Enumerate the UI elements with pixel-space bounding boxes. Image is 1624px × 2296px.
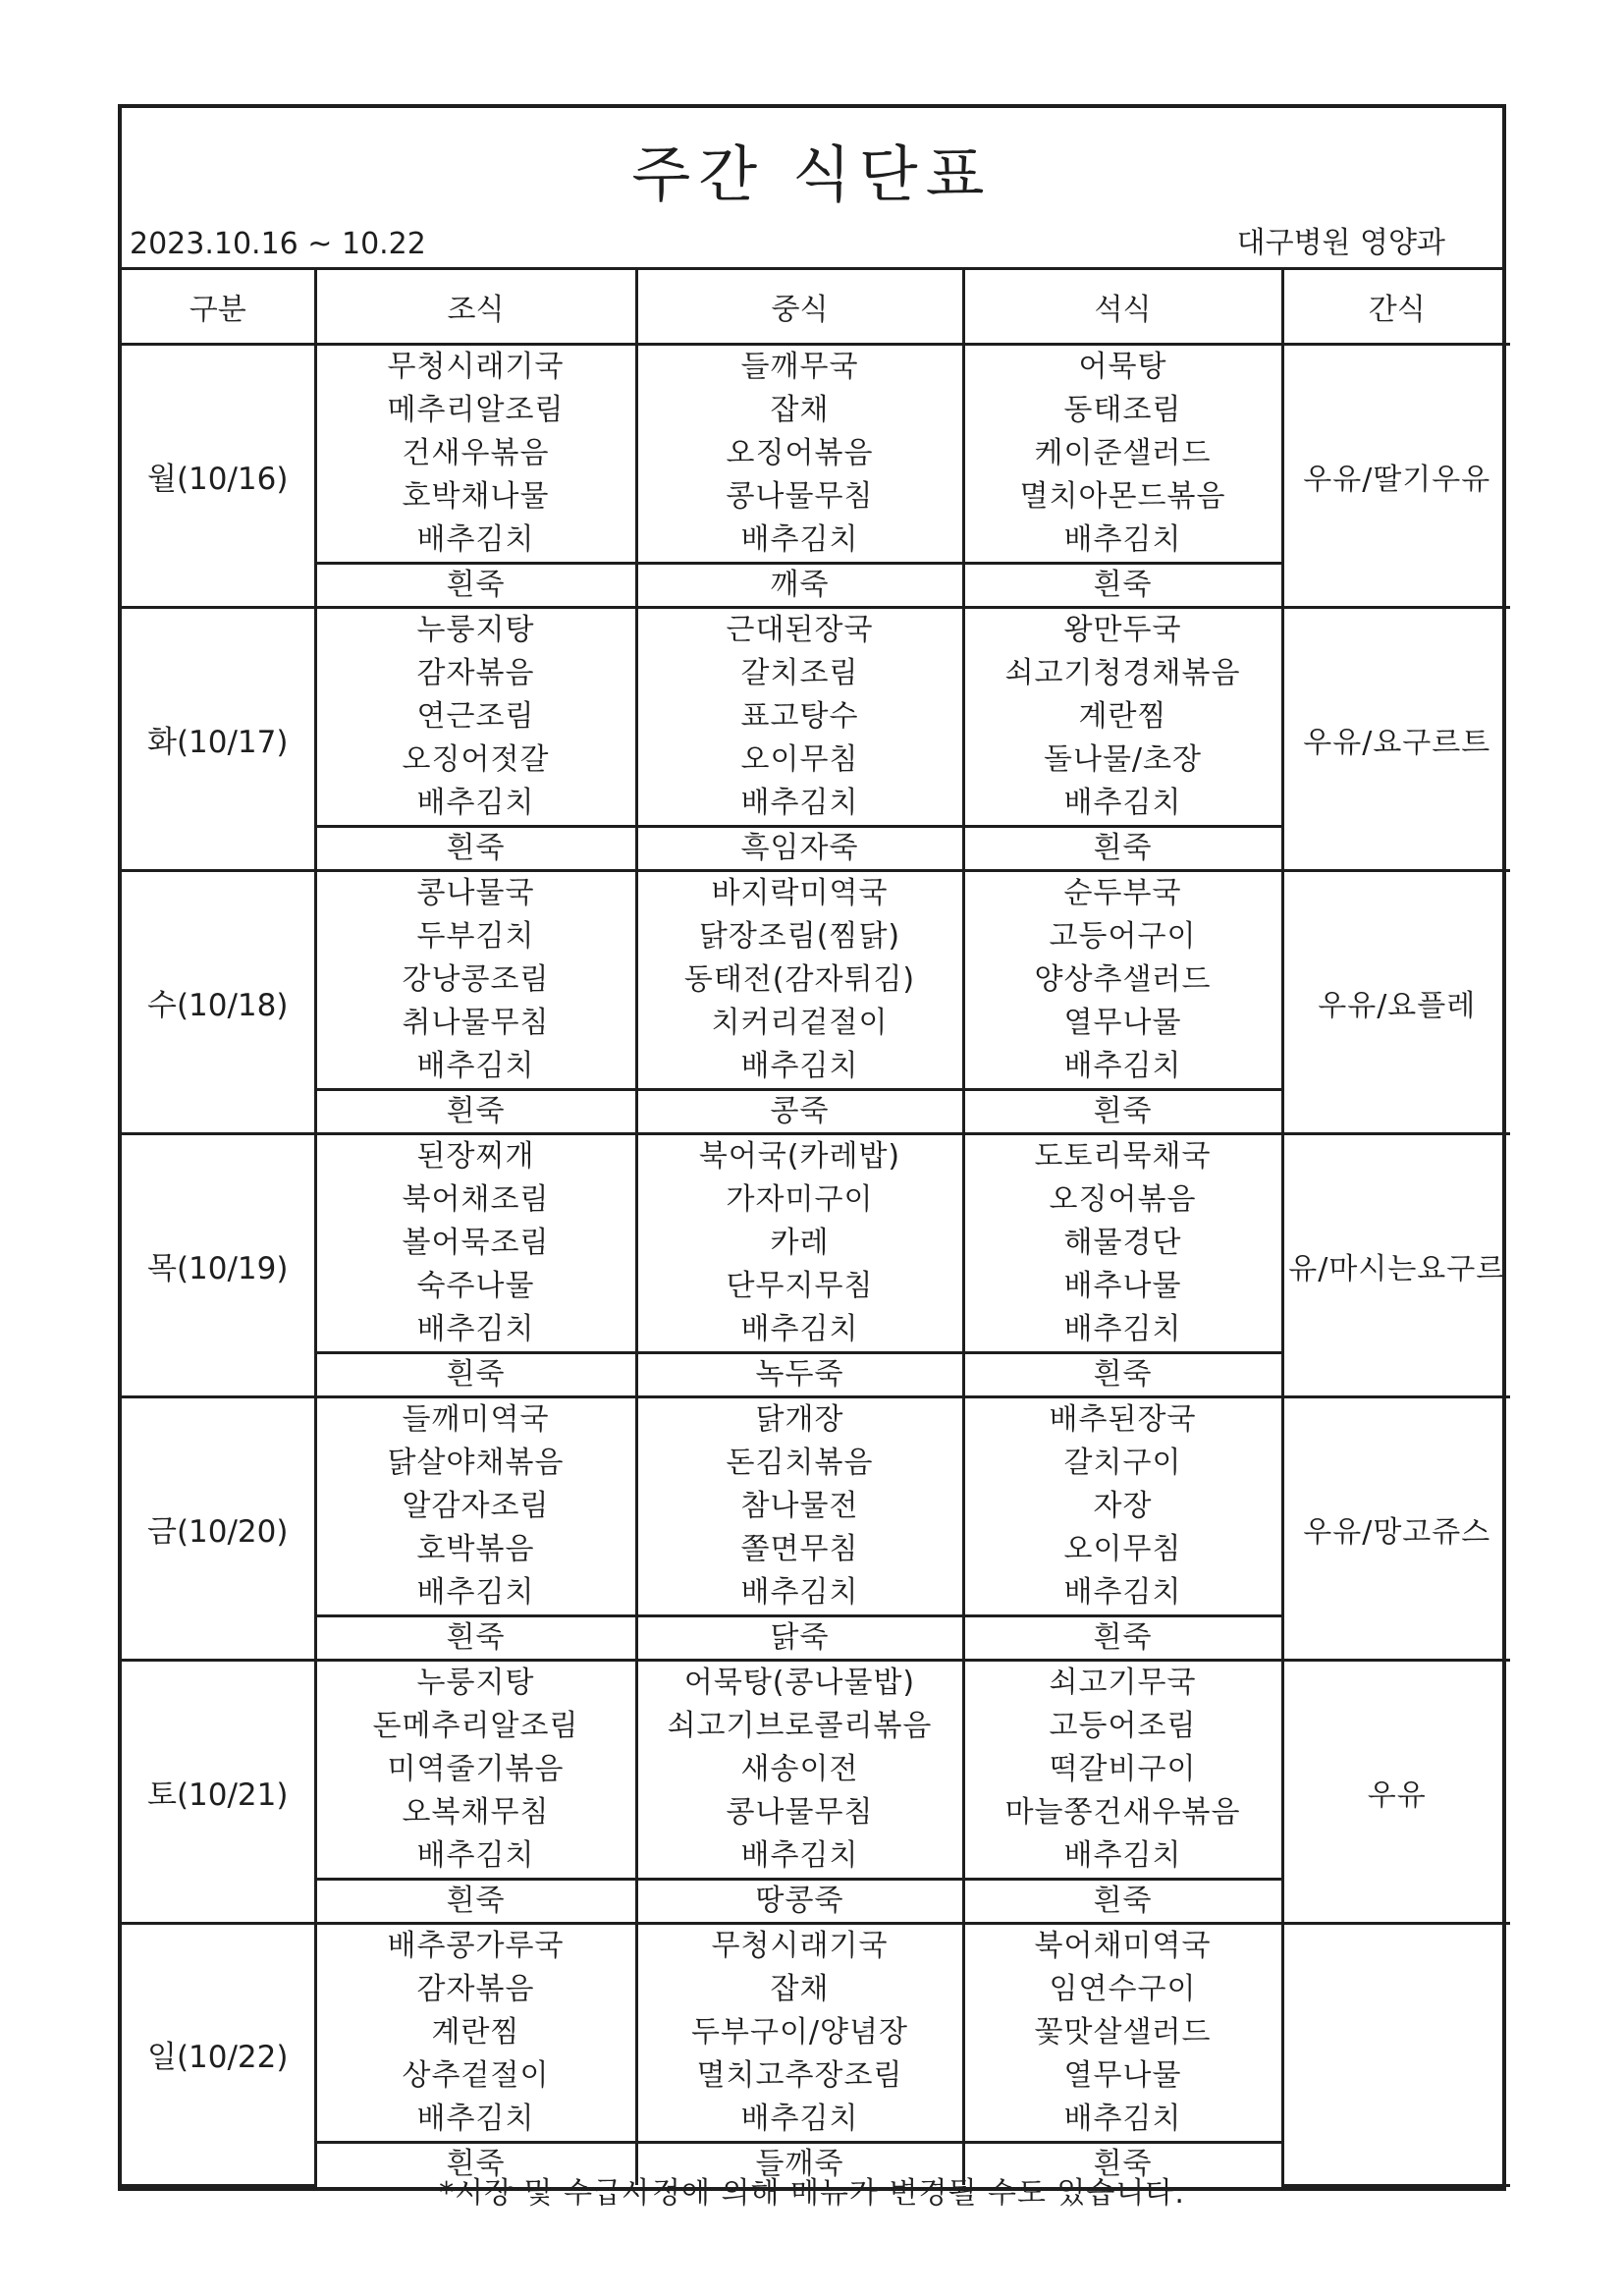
dish-item: 왕만두국: [1063, 613, 1182, 647]
dish-item: 배추김치: [1063, 522, 1182, 557]
dish-item: 계란찜: [1078, 699, 1167, 734]
dish-item: 무청시래기국: [711, 1929, 889, 1963]
porridge-cell: 들깨죽: [636, 2143, 963, 2186]
porridge-cell: 녹두죽: [636, 1353, 963, 1397]
department-name: 대구병원 영양과: [1236, 226, 1445, 260]
dish-item: 순두부국: [1063, 876, 1182, 910]
dinner-cell: [963, 345, 1282, 564]
day-row: [122, 608, 1510, 827]
dish-item: 상추겉절이: [402, 2058, 550, 2093]
dish-item: 배추김치: [416, 1575, 535, 1610]
breakfast-cell: [315, 1397, 636, 1616]
lunch-cell: [636, 871, 963, 1090]
breakfast-cell: [315, 1661, 636, 1880]
dish-item: 두부구이/양념장: [691, 2015, 908, 2050]
snack-cell: 유/마시는요구르: [1282, 1134, 1510, 1397]
dish-item: 동태조림: [1063, 393, 1182, 427]
dish-item: 호박볶음: [416, 1532, 535, 1566]
snack-cell: 우유/망고쥬스: [1282, 1397, 1510, 1661]
day-label: 토(10/21): [122, 1661, 315, 1924]
day-label: 수(10/18): [122, 871, 315, 1134]
dish-item: 열무나물: [1063, 1006, 1182, 1040]
dish-item: 표고탕수: [740, 699, 859, 734]
column-header-snack: 간식: [1282, 270, 1510, 345]
dish-item: 멸치아몬드볶음: [1019, 479, 1226, 514]
dish-item: 단무지무침: [726, 1269, 874, 1303]
dish-item: 배추김치: [416, 1312, 535, 1346]
dinner-cell: [963, 1661, 1282, 1880]
day-label: 금(10/20): [122, 1397, 315, 1661]
breakfast-cell: [315, 608, 636, 827]
dish-item: 도토리묵채국: [1034, 1139, 1212, 1174]
day-row: [122, 345, 1510, 564]
porridge-cell: 흰죽: [315, 1616, 636, 1661]
dish-item: 미역줄기볶음: [387, 1752, 565, 1786]
dish-item: 배추김치: [740, 2102, 859, 2136]
title-block: [122, 108, 1502, 270]
day-label: 월(10/16): [122, 345, 315, 608]
porridge-cell: 흰죽: [315, 1880, 636, 1924]
header-row: [122, 270, 1510, 345]
dish-item: 배추김치: [1063, 1575, 1182, 1610]
dish-item: 열무나물: [1063, 2058, 1182, 2093]
column-header-dinner: 석식: [963, 270, 1282, 345]
dish-item: 콩나물국: [416, 876, 535, 910]
breakfast-cell: [315, 871, 636, 1090]
porridge-cell: 흰죽: [315, 2143, 636, 2186]
porridge-cell: 흰죽: [963, 564, 1282, 608]
dish-item: 꽃맛살샐러드: [1034, 2015, 1212, 2050]
porridge-cell: 땅콩죽: [636, 1880, 963, 1924]
dish-item: 배추김치: [1063, 1838, 1182, 1873]
porridge-cell: 흰죽: [315, 827, 636, 871]
dish-item: 갈치조림: [740, 656, 859, 690]
dish-item: 배추김치: [740, 1312, 859, 1346]
dish-item: 근대된장국: [726, 613, 874, 647]
dish-item: 고등어구이: [1049, 919, 1197, 954]
dinner-cell: [963, 1924, 1282, 2143]
dish-item: 쇠고기브로콜리볶음: [667, 1709, 933, 1743]
menu-sheet: [118, 104, 1506, 2191]
dish-item: 새송이전: [740, 1752, 859, 1786]
dish-item: 어묵탕(콩나물밥): [683, 1666, 916, 1700]
dish-item: 배추김치: [1063, 786, 1182, 820]
dish-item: 배추김치: [740, 786, 859, 820]
dish-item: 닭살야채볶음: [387, 1446, 565, 1480]
dish-item: 누룽지탕: [416, 613, 535, 647]
day-row: [122, 1661, 1510, 1880]
porridge-cell: 흰죽: [963, 1880, 1282, 1924]
day-row: [122, 1134, 1510, 1353]
dish-item: 배추된장국: [1049, 1402, 1197, 1437]
dish-item: 동태전(감자튀김): [683, 962, 916, 997]
dish-item: 어묵탕: [1078, 350, 1167, 384]
porridge-cell: 흰죽: [963, 1090, 1282, 1134]
dish-item: 가자미구이: [726, 1182, 874, 1217]
breakfast-cell: [315, 345, 636, 564]
dish-item: 무청시래기국: [387, 350, 565, 384]
lunch-cell: [636, 1397, 963, 1616]
menu-period: 2023.10.16 ~ 10.22: [130, 227, 426, 261]
dish-item: 오복채무침: [402, 1795, 550, 1830]
porridge-cell: 흰죽: [315, 1353, 636, 1397]
dish-item: 돈김치볶음: [726, 1446, 874, 1480]
footnote: *시장 및 수급사정에 의해 메뉴가 변경될 수도 있습니다.: [439, 2176, 1185, 2211]
porridge-cell: 흰죽: [315, 564, 636, 608]
dish-item: 콩나물무침: [726, 479, 874, 514]
dish-item: 닭개장: [755, 1402, 844, 1437]
dish-item: 들깨미역국: [402, 1402, 550, 1437]
dish-item: 배추김치: [416, 786, 535, 820]
page-title: 주간 식단표: [631, 138, 993, 210]
dish-item: 케이준샐러드: [1034, 436, 1212, 470]
porridge-cell: 깨죽: [636, 564, 963, 608]
lunch-cell: [636, 345, 963, 564]
dish-item: 돈메추리알조림: [372, 1709, 579, 1743]
dish-item: 배추김치: [416, 2102, 535, 2136]
lunch-cell: [636, 1661, 963, 1880]
dish-item: 카레: [770, 1226, 830, 1260]
dish-item: 된장찌개: [416, 1139, 535, 1174]
dish-item: 배추콩가루국: [387, 1929, 565, 1963]
dish-item: 배추나물: [1063, 1269, 1182, 1303]
dish-item: 해물경단: [1063, 1226, 1182, 1260]
dish-item: 배추김치: [416, 522, 535, 557]
dish-item: 배추김치: [740, 1838, 859, 1873]
dish-item: 배추김치: [740, 1049, 859, 1083]
dish-item: 알감자조림: [402, 1489, 550, 1523]
column-header-category: 구분: [122, 270, 315, 345]
porridge-cell: 콩죽: [636, 1090, 963, 1134]
dish-item: 배추김치: [416, 1838, 535, 1873]
dish-item: 배추김치: [1063, 2102, 1182, 2136]
porridge-cell: 흰죽: [963, 1616, 1282, 1661]
breakfast-cell: [315, 1134, 636, 1353]
porridge-cell: 흰죽: [963, 1353, 1282, 1397]
dish-item: 두부김치: [416, 919, 535, 954]
dish-item: 계란찜: [431, 2015, 520, 2050]
column-header-breakfast: 조식: [315, 270, 636, 345]
dish-item: 오징어볶음: [1049, 1182, 1197, 1217]
dish-item: 치커리겉절이: [711, 1006, 889, 1040]
breakfast-cell: [315, 1924, 636, 2143]
lunch-cell: [636, 608, 963, 827]
dish-item: 자장: [1093, 1489, 1153, 1523]
dish-item: 배추김치: [416, 1049, 535, 1083]
dish-item: 감자볶음: [416, 656, 535, 690]
dish-item: 감자볶음: [416, 1972, 535, 2006]
day-row: [122, 1397, 1510, 1616]
porridge-cell: 닭죽: [636, 1616, 963, 1661]
dish-item: 돌나물/초장: [1043, 742, 1202, 777]
day-row: [122, 871, 1510, 1090]
dish-item: 고등어조림: [1049, 1709, 1197, 1743]
dish-item: 오이무침: [1063, 1532, 1182, 1566]
lunch-cell: [636, 1924, 963, 2143]
dish-item: 쫄면무침: [740, 1532, 859, 1566]
dish-item: 북어채조림: [402, 1182, 550, 1217]
dish-item: 닭장조림(찜닭): [698, 919, 901, 954]
day-label: 목(10/19): [122, 1134, 315, 1397]
dish-item: 양상추샐러드: [1034, 962, 1212, 997]
dish-item: 취나물무침: [402, 1006, 550, 1040]
dish-item: 오이무침: [740, 742, 859, 777]
snack-cell: 우유/요플레: [1282, 871, 1510, 1134]
dish-item: 배추김치: [1063, 1312, 1182, 1346]
dish-item: 누룽지탕: [416, 1666, 535, 1700]
dish-item: 콩나물무침: [726, 1795, 874, 1830]
dish-item: 갈치구이: [1063, 1446, 1182, 1480]
dish-item: 건새우볶음: [402, 436, 550, 470]
dish-item: 들깨무국: [740, 350, 859, 384]
day-label: 화(10/17): [122, 608, 315, 871]
dish-item: 호박채나물: [402, 479, 550, 514]
dish-item: 마늘쫑건새우볶음: [1004, 1795, 1241, 1830]
dish-item: 쇠고기청경채볶음: [1004, 656, 1241, 690]
dish-item: 참나물전: [740, 1489, 859, 1523]
dish-item: 잡채: [770, 1972, 830, 2006]
dish-item: 숙주나물: [416, 1269, 535, 1303]
dish-item: 배추김치: [1063, 1049, 1182, 1083]
porridge-cell: 흑임자죽: [636, 827, 963, 871]
day-label: 일(10/22): [122, 1924, 315, 2186]
dish-item: 메추리알조림: [387, 393, 565, 427]
dish-item: 북어국(카레밥): [698, 1139, 901, 1174]
weekly-menu-table: [122, 270, 1510, 2187]
porridge-cell: 흰죽: [963, 2143, 1282, 2186]
day-row: [122, 1924, 1510, 2143]
dinner-cell: [963, 608, 1282, 827]
dish-item: 오징어젓갈: [402, 742, 550, 777]
dish-item: 연근조림: [416, 699, 535, 734]
dish-item: 잡채: [770, 393, 830, 427]
dish-item: 배추김치: [740, 1575, 859, 1610]
snack-cell: 우유/요구르트: [1282, 608, 1510, 871]
dish-item: 배추김치: [740, 522, 859, 557]
dish-item: 바지락미역국: [711, 876, 889, 910]
dish-item: 멸치고추장조림: [696, 2058, 903, 2093]
dinner-cell: [963, 1397, 1282, 1616]
dinner-cell: [963, 871, 1282, 1090]
dish-item: 강낭콩조림: [402, 962, 550, 997]
snack-cell: 우유: [1282, 1661, 1510, 1924]
lunch-cell: [636, 1134, 963, 1353]
porridge-cell: 흰죽: [315, 1090, 636, 1134]
snack-cell: 우유/딸기우유: [1282, 345, 1510, 608]
dish-item: 북어채미역국: [1034, 1929, 1212, 1963]
dish-item: 임연수구이: [1049, 1972, 1197, 2006]
dish-item: 볼어묵조림: [402, 1226, 550, 1260]
dinner-cell: [963, 1134, 1282, 1353]
column-header-lunch: 중식: [636, 270, 963, 345]
porridge-cell: 흰죽: [963, 827, 1282, 871]
dish-item: 쇠고기무국: [1049, 1666, 1197, 1700]
snack-cell: [1282, 1924, 1510, 2186]
dish-item: 떡갈비구이: [1049, 1752, 1197, 1786]
dish-item: 오징어볶음: [726, 436, 874, 470]
